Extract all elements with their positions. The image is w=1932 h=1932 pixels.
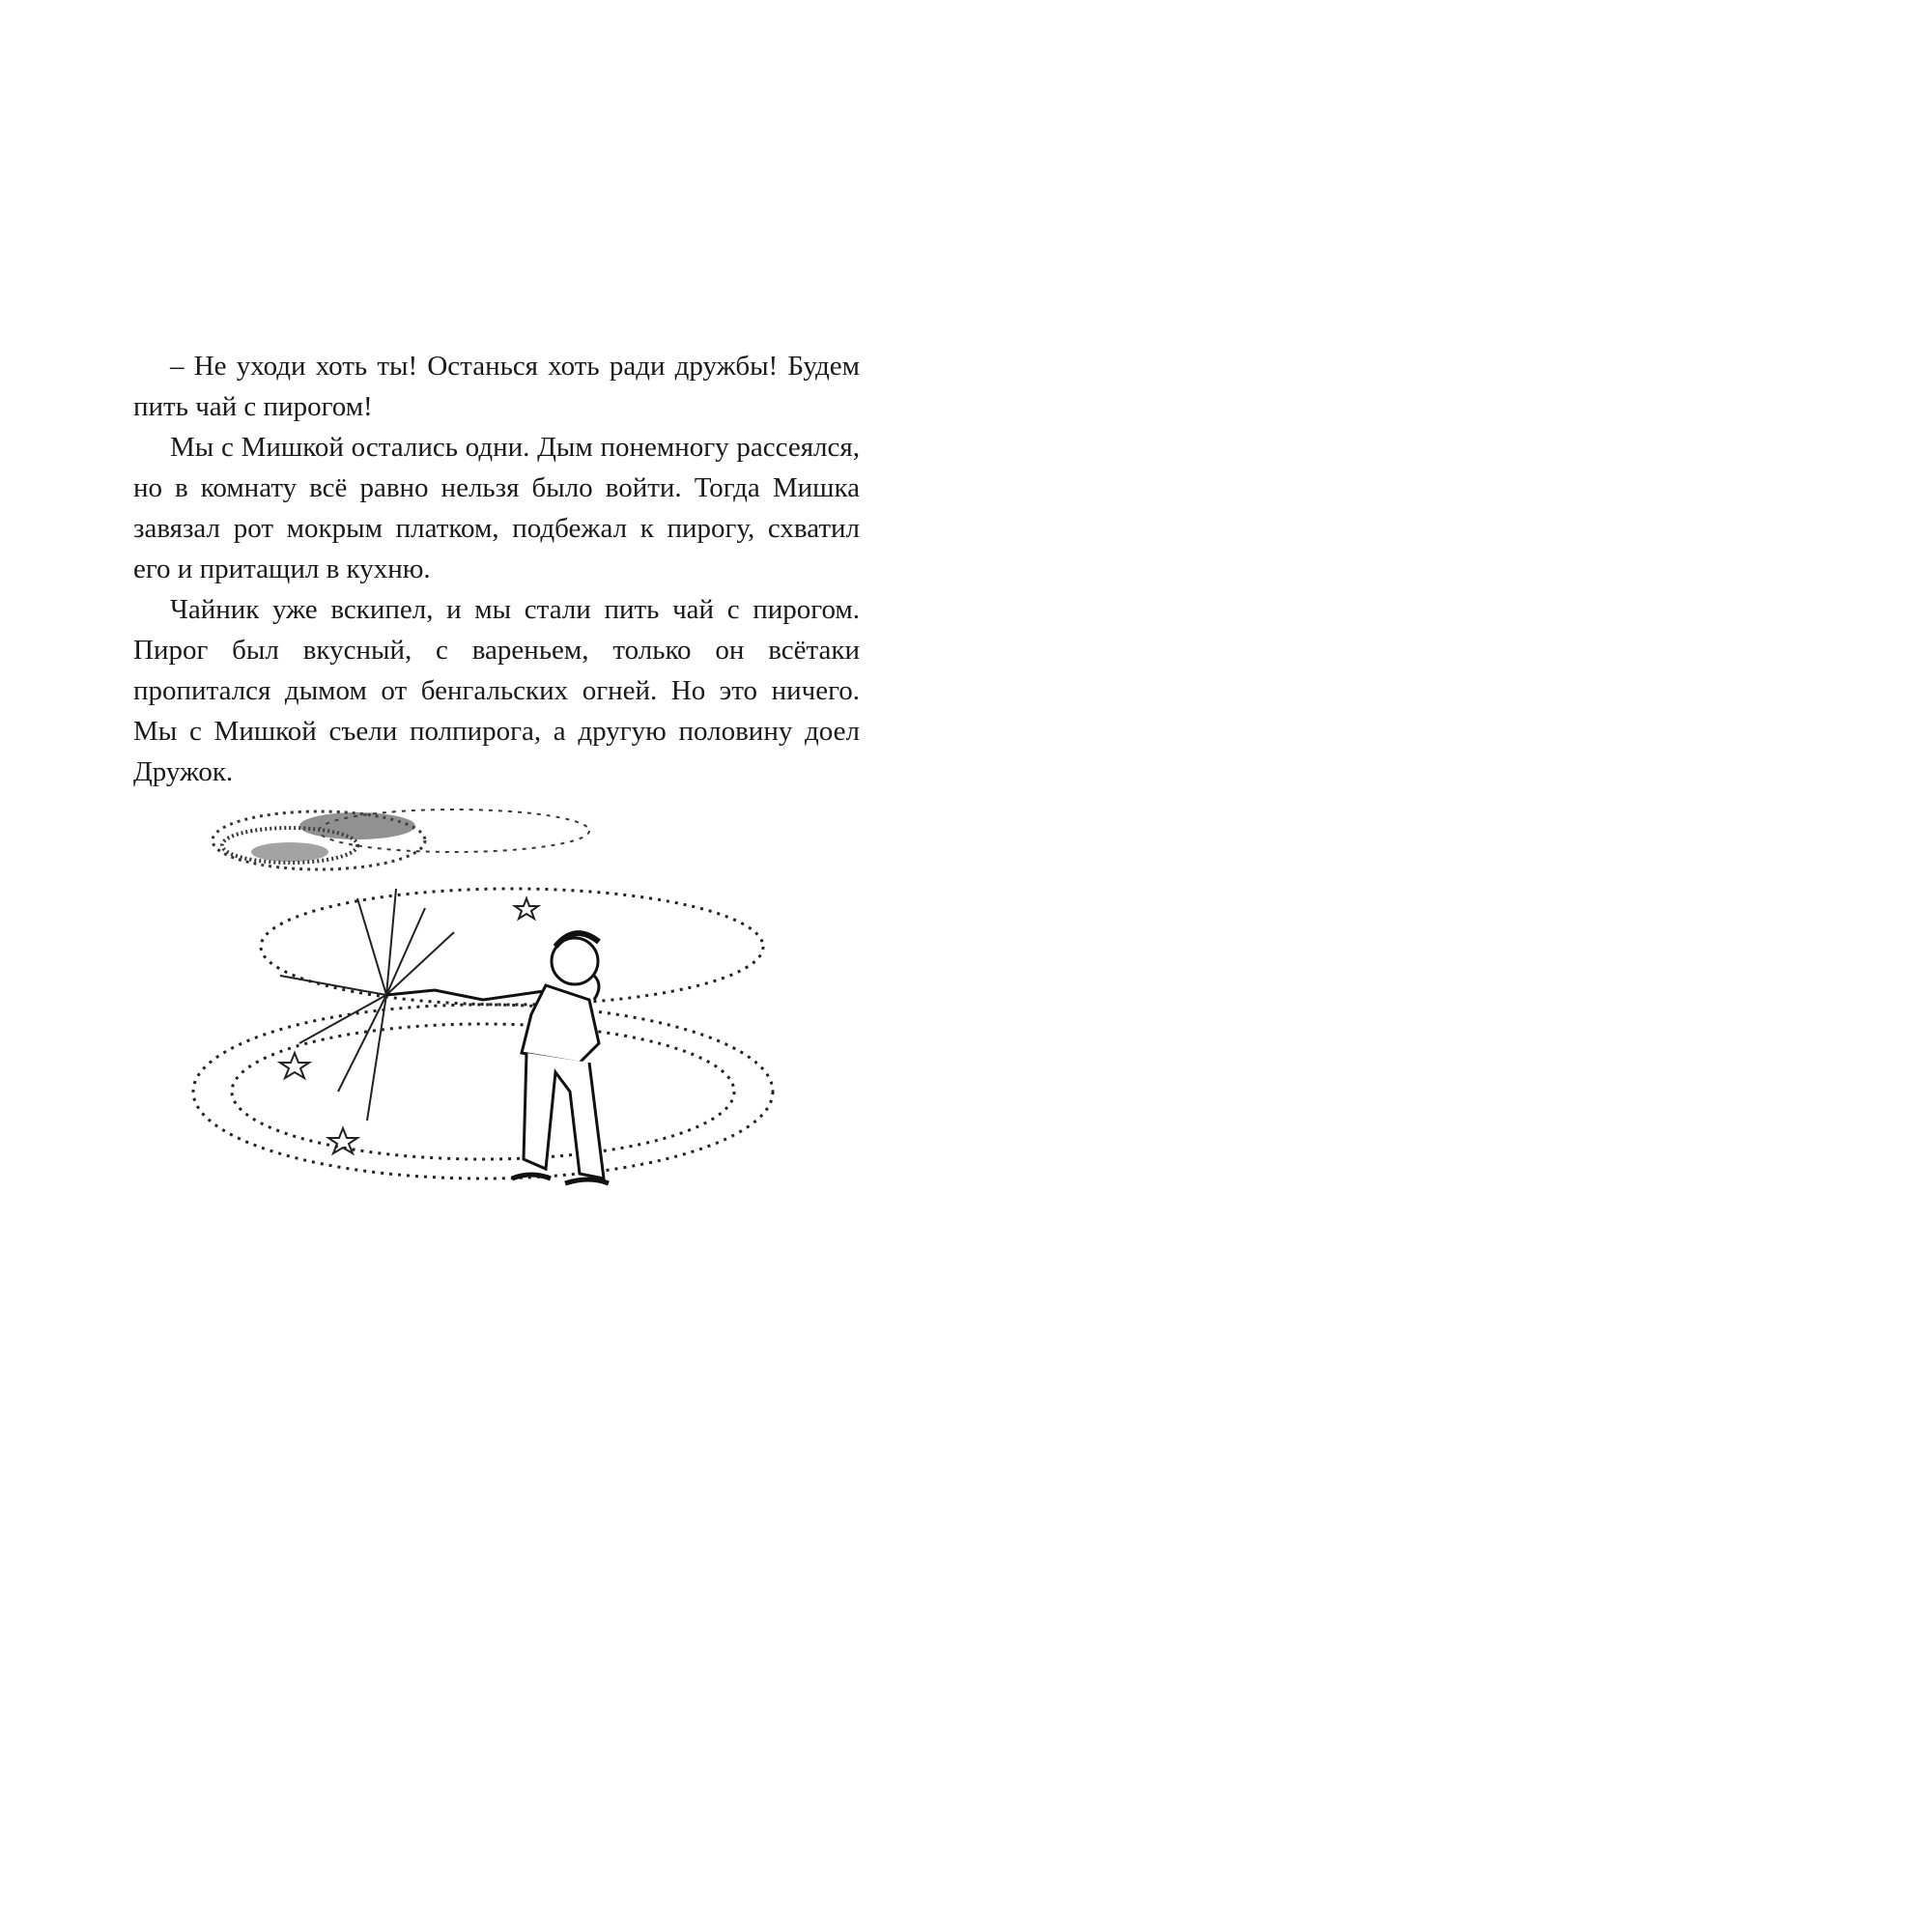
right-page (966, 0, 1932, 1932)
smoke-cloud (213, 810, 589, 869)
left-page-text (133, 346, 860, 792)
ground-swirl (193, 889, 773, 1179)
paragraph: – Не уходи хоть ты! Останься хоть ради дружбы! Будем пить чай с пирогом! (133, 351, 860, 422)
boy-figure (386, 933, 609, 1183)
illustration-boy-with-sparkler (164, 773, 821, 1256)
sparkler-rays (280, 889, 454, 1121)
paragraph: Мы с Мишкой остались одни. Дым понемногу рассеялся, но в комнату всё равно нельзя было войти. Тогда Мишка завязал рот мокрым платком, подбежал к пирогу, схватил его и притащил в кухню. (133, 432, 860, 584)
paragraph: Чайник уже вскипел, и мы стали пить чай с пирогом. Пирог был вкусный, с вареньем, только он всётаки пропитался дымом от бенгальских огней. Но это ничего. Мы с Мишкой съели полпирога, а другую половину доел Дружок. (133, 594, 860, 787)
